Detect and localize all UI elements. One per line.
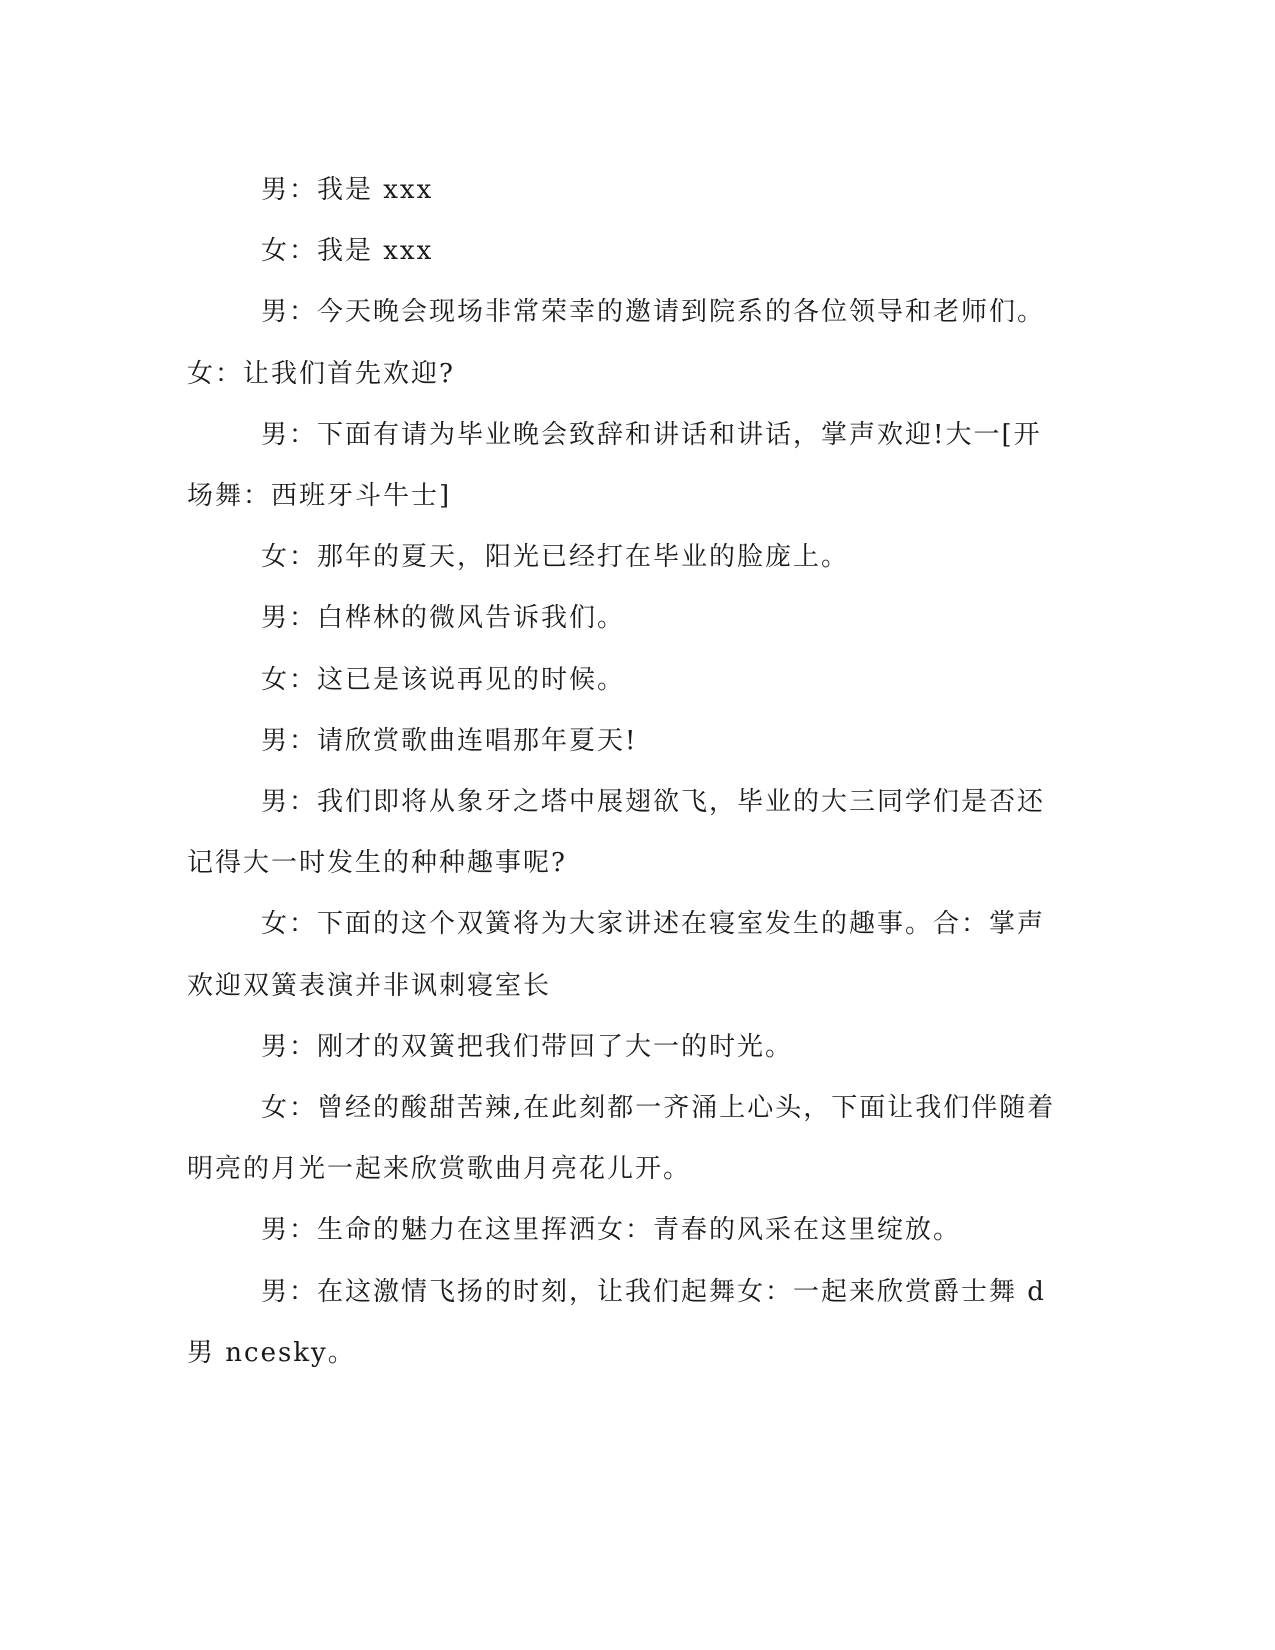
paragraph: 男：生命的魅力在这里挥洒女：青春的风采在这里绽放。 xyxy=(261,1215,962,1246)
paragraph: 女：那年的夏天，阳光已经打在毕业的脸庞上。 xyxy=(261,542,850,573)
paragraph: 男：请欣赏歌曲连唱那年夏天! xyxy=(261,725,638,756)
paragraph: 男：下面有请为毕业晚会致辞和讲话和讲话，掌声欢迎!大一[开场舞：西班牙斗牛士] xyxy=(187,419,1042,512)
paragraph: 男：我是 xxx xyxy=(261,175,434,205)
document-body xyxy=(187,160,1067,1384)
paragraph: 女：我是 xxx xyxy=(261,236,434,267)
paragraph: 女：这已是该说再见的时候。 xyxy=(261,664,626,695)
paragraph: 男：我们即将从象牙之塔中展翅欲飞，毕业的大三同学们是否还记得大一时发生的种种趣事呢? xyxy=(187,787,1046,879)
paragraph: 女：让我们首先欢迎? xyxy=(187,358,455,389)
paragraph: 女：下面的这个双簧将为大家讲述在寝室发生的趣事。合：掌声欢迎双簧表演并非讽刺寝室长 xyxy=(187,909,1046,1001)
paragraph: 男：在这激情飞扬的时刻，让我们起舞女：一起来欣赏爵士舞 d男 ncesky。 xyxy=(187,1276,1046,1368)
paragraph: 男：今天晚会现场非常荣幸的邀请到院系的各位领导和老师们。 xyxy=(261,297,1046,328)
paragraph: 男：白桦林的微风告诉我们。 xyxy=(261,603,626,634)
paragraph: 男：刚才的双簧把我们带回了大一的时光。 xyxy=(261,1031,794,1062)
paragraph: 女：曾经的酸甜苦辣,在此刻都一齐涌上心头，下面让我们伴随着明亮的月光一起来欣赏歌曲月亮花儿开。 xyxy=(187,1093,1056,1185)
